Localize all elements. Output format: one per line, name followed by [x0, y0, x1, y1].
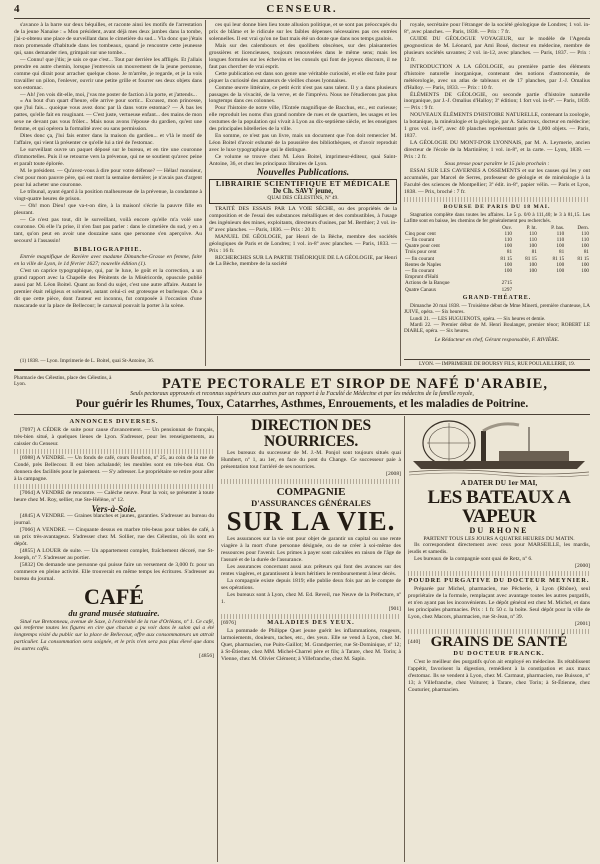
- page-header: [14, 3, 590, 17]
- bourse-value-cell: [565, 287, 590, 293]
- masthead: CENSEUR.: [266, 3, 338, 15]
- article-paragraph: Mais sur des calembours et des quolibets obscènes, sur des plaisanteries grossières et licencieuses, toujours renouvelées dans le même sens; mais les longues formules sur les échevins et les consuls qui font de joyeux discours, il ne faut pas chercher de vrai esprit.: [209, 42, 397, 70]
- article-paragraph: ces qui leur donne bien lieu toute allusion politique, et se sont pas préoccupés du prix de blâme et le ridicule sur les faibles dépenses nécessaires pas ces entrées solennelles. Il est vrai qu'on ne faut mais été un doute que dans nos temps gaulois.: [209, 22, 397, 42]
- poudre-number: [2001]: [575, 620, 590, 627]
- grains-heading: [408, 635, 590, 650]
- article-paragraph: Cette publication est dans son genre une véritable curiosité, et elle est faite pour piquer la curiosité des amateurs de vieilles choses lyonnaises.: [209, 70, 397, 84]
- bourse-value-cell: 100: [581, 243, 589, 250]
- bourse-value-cell: 110: [581, 230, 589, 237]
- grains-text: C'est le meilleur des purgatifs qu'on ait employé en médecine. Ils rétablissent l'appétit, favorisent la digestion, remédient à la constipation et aux maux d'estomac. Ils se vendent à Lyon, chez M. Carmaut, pharmacien, rue Buisson, nº 13; à Villefranche, chez Voituret; à Tarare, chez Torin; à St-Étienne, chez Couturier, pharmacien.: [408, 658, 590, 693]
- bourse-value-cell: 81: [531, 249, 537, 256]
- bourse-value-cell: 100: [556, 268, 565, 275]
- feuilleton-paragraph: Le surveillant ouvre un paquet déposé sur le bureau, et en tire une couronne d'immortelles. Puis il se retourne vers la prévenue, qui ne se soutient qu'avec peine et paraît toute éplorée.: [14, 147, 202, 168]
- ads-divider: [14, 369, 590, 371]
- cafe-text: Situé rue Bretonneau, avenue de Saxe, à l'extrémité de la rue d'Orléans, nº 1. Ce café, qui renferme toutes les figures en cire que chacun a pu voir dans le salon qui a été longtemps visité du public sur la place de Bellecour, offre aux consommateurs un attrait particulier. La consommation sera soignée, et le prix n'en sera pas plus élevé que dans les autres cafés.: [14, 618, 214, 653]
- ads-divider: [14, 414, 590, 415]
- librairie-name: LIBRAIRIE SCIENTIFIQUE ET MÉDICALE: [215, 178, 391, 188]
- bourse-value-cell: 110: [504, 237, 513, 243]
- annonce-item: [4845] A VENDRE. — Graines blanches et jaunes, garanties. S'adresser au bureau du journal.: [14, 513, 214, 527]
- bourse-label-cell: Cinq pour cent: [405, 230, 436, 237]
- bourse-value-cell: 100: [529, 243, 537, 250]
- bourse-value-cell: 100: [556, 243, 565, 250]
- pate-pectorale-subtitle: Seuls pectoraux approuvés et reconnus supérieurs aux autres par un rapport à la Faculté de Médecine et par les médecins de la famille royale,: [130, 391, 474, 397]
- bourse-value-cell: 81 15: [500, 255, 513, 262]
- vers-a-soie-title: Vers-à-Soie.: [91, 503, 137, 514]
- annonce-rule: [14, 484, 214, 489]
- cafe-number: [4856]: [199, 653, 214, 660]
- ad-rule: [221, 479, 401, 484]
- book-listing: NOUVEAUX ÉLÉMENTS D'HISTOIRE NATURELLE, contenant la zoologie, la botanique, la minéralogie et la géologie, par A. Salacroux, docteur en médecine; 1 gros vol. in-8º, avec 40 planches représentant près de 1,000 objets. — Paris, 1837.: [404, 112, 590, 140]
- bourse-title: BOURSE DE PARIS DU 18 MAI.: [443, 203, 551, 210]
- feuilleton-paragraph: — Ah! j'en vois dit-elle, moi, j'vas me poster de faction à la porte, et j'attends...: [20, 91, 197, 98]
- bourse-label-cell: — fin courant: [405, 268, 435, 275]
- book-listing: LA GÉOLOGIE DU MONT-D'OR LYONNAIS, par M. A. Leymerie, ancien directeur de l'école de la Martinière; 1 vol. in-8º, et la carte. — Lyon, 1838. — Prix : 2 fr.: [404, 140, 590, 161]
- bourse-value-cell: 100: [556, 261, 565, 268]
- feuilleton-paragraph: Le tribunal, ayant égard à la position malheureuse de la prévenue, la condamne à vingt-quatre heures de prison.: [14, 188, 202, 202]
- book-listing: MANUEL DE GÉOLOGIE, par Henri de la Bèche, membre des sociétés géologiques de Paris et de Londres; 1 vol. in-8º avec planches. — Paris, 1833. — Prix : 16 fr.: [209, 233, 397, 254]
- column-divider: [205, 20, 206, 366]
- bourse-value-cell: 110: [504, 230, 513, 237]
- bourse-value-cell: 81 15: [577, 255, 589, 262]
- assurances-subtitle: D'ASSURANCES GÉNÉRALES: [251, 497, 371, 508]
- header-rule: [14, 18, 590, 19]
- librairie-owner: De Ch. SAVY jeune,: [272, 186, 334, 195]
- bourse-label-cell: Emprunt d'Haïti: [405, 274, 439, 281]
- article-paragraph: Comme œuvre littéraire, ce petit écrit n'est pas sans talent. Il y a dans plusieurs passages de la vivacité, de la verve, et de l'imprévu. Nous ne l'étudierons pas plus longtemps dans ces colonnes.: [209, 84, 397, 105]
- bourse-value-cell: 100: [504, 261, 513, 268]
- bourse-value-cell: 81: [506, 249, 513, 256]
- theatre-listing: Lundi 21. — LES HUGUENOTS, opéra. — Six heures et demie.: [410, 315, 546, 322]
- feuilleton-paragraph: M. le président. — Qu'avez-vous à dire pour votre défense? — Hélas! monsieur, c'est pour mon pauvre père, qui est mort la semaine dernière; je n'avais pas d'argent pour lui acheter une couronne.: [14, 168, 202, 188]
- feuilleton-paragraph: s'avance à la barre sur deux béquilles, et raconte ainsi les motifs de l'arrestation de la jeune Nanaise : « Mon président, avant déjà mes deux jambes dans la tombe, j'ai-z-obtenu une place de surveillant dans le cimetière du sud... Vla donc que j'étais mon promenade d'habitude dans les tombeaux, quand je rencontre cette jeunesse qui, sans demander rien, grimpait sur une tombe...: [14, 22, 202, 56]
- middle-ads-column: [221, 417, 401, 860]
- bourse-value-cell: 81: [583, 249, 589, 256]
- grains-subtitle: DU DOCTEUR FRANCK.: [453, 649, 545, 657]
- bateaux-title: LES BATEAUX A VAPEUR: [427, 486, 571, 527]
- bourse-value-cell: 100: [581, 261, 589, 268]
- bourse-value-cell: 81 15: [525, 255, 537, 262]
- article-paragraph: Ce volume se trouve chez M. Léon Boitel, imprimeur-éditeur, quai Saint-Antoine, 36, et chez les principaux libraires de Lyon.: [209, 154, 397, 168]
- bourse-label-cell: Actions de la Banque: [405, 280, 450, 287]
- book-listing: RECHERCHES SUR LA PARTIE THÉORIQUE DE LA GÉOLOGIE, par Henri de La Bèche, membre de la société: [209, 254, 397, 268]
- theatre-title: GRAND-THÉATRE.: [462, 294, 532, 301]
- assurances-paragraph: Les assurances sur la vie ont pour objet de garantir un capital ou une rente viagère à la mort d'une personne désignée, ou de se créer à soi-même des ressources pour l'avenir. Les primes à payer sont calculées en raison de l'âge de l'assuré et de la durée de l'assurance.: [221, 536, 401, 564]
- pate-pectorale-headline: Pour guérir les Rhumes, Toux, Catarrhes, Asthmes, Enrouements, et les maladies de Poitrine.: [75, 398, 529, 410]
- annonce-item: [4855] A LOUER de suite. — Un appartement complet, fraîchement décoré, rue St-Joseph, nº 7. S'adresser au portier.: [14, 548, 214, 562]
- bourse-value-cell: 81 15: [552, 255, 565, 262]
- bourse-value-cell: 100: [504, 268, 513, 275]
- bourse-row: [404, 287, 590, 293]
- bourse-value-cell: 2715: [501, 280, 513, 287]
- bourse-value-cell: 110: [556, 230, 565, 237]
- bourse-label-cell: — fin courant: [405, 237, 435, 243]
- bourse-label-cell: Trois pour cent: [405, 249, 437, 256]
- annonces-title: ANNONCES DIVERSES.: [69, 418, 159, 425]
- feuilleton-paragraph: — Connu! que j'dis; je sais ce que c'est... Tout par derrière les affligés. Et j'allais prendre en autre chemin, lorsque j'entrevois un mouvement de la jeune personne, comme qui dirait pour arracher quelque chose. Je m'arrête, je regarde, et je la vois travailler un pilon, l'enlever, ouvrir une petite grille et fourrer ses deux objets dans son estomac.: [14, 56, 202, 91]
- annonce-rule: [14, 449, 214, 454]
- imprint: [404, 361, 590, 369]
- bourse-value-cell: [538, 287, 565, 293]
- theatre-listing: Dimanche 20 mai 1838. — Troisième début de Mme Minerti, première chanteuse, LA JUIVE, opéra. — Six heures.: [404, 302, 590, 316]
- article-paragraph: En somme, ce n'est pas un livre, mais un document que l'on doit remercier M. Léon Boitel d'avoir exhumé de la poussière des bibliothèques, et d'avoir reproduit avec le luxe typographique qui le distingue.: [209, 133, 397, 154]
- cafe-subtitle: du grand musée statuaire.: [68, 608, 160, 619]
- feuilleton-paragraph: Dites donc ça, j'lui fais entrer dans la maison du gardien... et v'là le motif de l'affaire, qui vient là présenter ce qu'elle lui a tiré de l'estomac.: [14, 133, 202, 147]
- bateaux-river: DU RHONE: [469, 525, 529, 535]
- imprint-rule: [404, 359, 590, 360]
- annonces-column: [14, 417, 214, 860]
- bourse-table: [404, 225, 590, 293]
- bourse-value-cell: 1297: [501, 286, 513, 293]
- pharmacie-note: Pharmacie des Célestins, place des Célestins, à Lyon.: [14, 375, 112, 388]
- book-listing: ESSAI SUR LES CAVERNES A OSSEMENTS et sur les causes qui les y ont accumulés, par Marcel de Serres, professeur de géologie et de minéralogie à la Faculté des sciences de Montpellier; 3º édit. in-8º, papier vélin. — Paris et Lyon, 1838. — Prix, broché : 7 fr.: [404, 168, 590, 195]
- book-listing: GUIDE DU GÉOLOGUE VOYAGEUR, sur le modèle de l'Agenda geognosticus de M. Léonard, par Ami Boué, docteur en médecine, membre de plusieurs sociétés savantes; 2 vol. in-12, avec planches. — Paris, 1837. — Prix : 12 fr.: [404, 35, 590, 63]
- bourse-value-cell: Dern.: [577, 224, 589, 231]
- assurances-paragraph: Les assurances concernant aussi aux prêteurs qui font des avances sur des rentes viagères, et garantissent à leurs héritiers le remboursement à leur décès.: [221, 564, 401, 578]
- librairie-box: [209, 179, 397, 204]
- page-number: 4: [14, 3, 20, 15]
- annonce-item: [5832] On demande une personne qui puisse faire un versement de 3,000 fr. pour un commerce en pleine activité. Elle trouverait en même temps les écritures. S'adresser au bureau du journal.: [14, 562, 214, 583]
- yeux-heading: [221, 620, 401, 628]
- bourse-label-cell: — fin courant: [405, 255, 435, 262]
- bourse-label-cell: Quatre pour cent: [405, 243, 440, 250]
- sous-presse-note: Sous presse pour paraître le 15 juin prochain :: [444, 161, 550, 168]
- imprint-text: LYON. — IMPRIMERIE DE BOURSY FILS, RUE POULAILLERIE, 19.: [418, 361, 576, 367]
- bourse-label-cell: Quatre Canaux: [405, 286, 437, 293]
- feuilleton-column: [14, 22, 202, 357]
- grains-number: [440]: [408, 638, 421, 645]
- bateaux-number: [2000]: [575, 563, 590, 570]
- redacteur-line: Le Rédacteur en chef, Gérant responsable, F. RIVIÈRE.: [434, 336, 560, 343]
- bateaux-bureaux: Les bureaux de la compagnie sont quai de Retz, nº 6.: [414, 556, 533, 563]
- nourrices-number: [2008]: [386, 470, 401, 477]
- book-listing: ÉLÉMENTS DE GÉOLOGIE, ou seconde partie d'histoire naturelle inorganique, par J.-J. Omalius d'Halloy; 3º édition; 1 fort vol. in-8º. — Paris, 1839. — Prix : 9 fr.: [404, 91, 590, 112]
- column-divider: [217, 416, 218, 862]
- feuilleton-paragraph: — Oh! mon Dieu! que va-t-on dire, à la maison! s'écrie la pauvre fille en pleurant.: [14, 202, 202, 216]
- bourse-label-cell: Rentes de Naples: [405, 261, 442, 268]
- bourse-value-cell: 100: [581, 268, 589, 275]
- pate-pectorale-title: PATE PECTORALE ET SIROP DE NAFÉ D'ARABIE,: [162, 376, 548, 392]
- assurances-title: SUR LA VIE.: [226, 506, 396, 537]
- assurances-number: [901]: [388, 605, 401, 612]
- bourse-value-cell: 81: [559, 249, 565, 256]
- grains-title: GRAINS DE SANTÉ: [430, 633, 568, 650]
- feuilleton-paragraph: — Ce n'est pas tout, dit le surveillant, voilà encore qu'elle m'a volé une couronne. Où elle l'a prise, il n'en faut pas parler : dans le cimetière du sud, y en a tant, qu'on peut en avoir une douzaine sans que personne s'en aperçoive. Au secours! à l'assassin!: [14, 216, 202, 244]
- bateaux-schedule: PARTENT TOUS LES JOURS A QUATRE HEURES DU MATIN.: [423, 535, 575, 542]
- annonce-item: [6988] A VENDRE. — Un fonds de café, cours Bourbon, nº 25, au coin de la rue de Condé, près Bellecour. Il est bien achalandé; les meubles sont en très-bon état. On donnera des facilités pour le paiement. — S'y adresser. Le propriétaire se retire pour aller à la campagne.: [14, 454, 214, 482]
- assurances-paragraph: Les bureaux sont à Lyon, chez M. Ed. Reveil, rue Neuve de la Préfecture, nº 1.: [221, 591, 401, 605]
- cafe-title: CAFÉ: [84, 584, 144, 610]
- bourse-value-cell: Ouv.: [502, 224, 513, 231]
- bourse-value-cell: [513, 287, 538, 293]
- yeux-title: MALADIES DES YEUX.: [267, 618, 355, 626]
- bourse-value-cell: P. ht.: [526, 224, 537, 231]
- assurances-company: COMPAGNIE: [276, 485, 346, 498]
- article-paragraph: Pour l'histoire de notre ville, l'Entrée magnifique de Bacchus, etc., est curieuse; elle reproduit les noms d'un grand nombre de rues et de quartiers, les usages et les costumes de la population qui vivait à Lyon au dix-septième siècle, et les enseignes des principales hôtelleries de la ville.: [209, 105, 397, 133]
- poudre-text: Préparée par Michel, pharmacien, rue Pêcherie, à Lyon (Rhône), seul propriétaire de la formule, remplaçant avec avantage toutes les autres purgatifs, et n'en ayant pas les inconvénients. Le dépôt général est chez M. Michel, et dans les principales pharmacies. Prix : 1 fr. 50 c. la boîte. Seul dépôt pour la ville de Lyon, chez Macors, pharmacien, rue St-Jean, nº 39.: [408, 586, 590, 621]
- annonce-item: [7097] A CÉDER de suite pour cause d'avancement. — Un pensionnat de français, très-bien situé, à quelques lieues de Lyon. S'adresser, pour les renseignements, au caissier du Censeur.: [14, 426, 214, 447]
- ad-rule: [408, 571, 590, 576]
- book-listing: INTRODUCTION A LA GÉOLOGIE, ou première partie des éléments d'histoire naturelle inorganique, contenant des notions d'astronomie, de météorologie, avec un atlas de tableaux et de 17 planches, par J.-J. Omalius d'Halloy. — Paris, 1833. — Prix : 10 fr.: [404, 63, 590, 91]
- footnote: [14, 358, 202, 366]
- bourse-value-cell: 100: [529, 268, 537, 275]
- assurances-paragraph: La compagnie existe depuis 1819; elle publie deux fois par an le compte de ses opérations.: [221, 578, 401, 591]
- nourrices-title: DIRECTION DES NOURRICES.: [251, 417, 371, 450]
- poudre-title: POUDRE PURGATIVE DU DOCTEUR MEYNIER.: [408, 577, 590, 585]
- bourse-value-cell: 100: [529, 261, 537, 268]
- bourse-value-cell: 110: [556, 237, 565, 243]
- feuilleton-paragraph: « Au bout d'un quart d'heure, elle arrive pour sortir... Excusez, mon princesse, que j'lui fais... quoique vous avez donc par là dans votre estomac? — À bas les pattes, qu'elle fait en rouginant. — C'est juste, vertueuse enfant... des mains de mon sexe ne devant pas vous frôler... Mais nous avons l'épouse du gardien, qu'est une femme, et qui opérera la formalité avec ou sans permission.: [14, 98, 202, 133]
- bateaux-correspondence: Ils correspondent directement avec ceux pour MARSEILLE, les mardis, jeudis et samedis.: [408, 542, 590, 556]
- column-divider: [400, 20, 401, 366]
- librairie-address: QUAI DES CÉLESTINS, Nº 49.: [267, 194, 339, 201]
- publications-title: Nouvelles Publications.: [256, 168, 350, 179]
- annonce-item: [7064] A VENDRE de rencontre. — Calèche neuve. Pour la voir, se présenter à toute heure chez M. Roy, sellier, rue Ste-Hélène, nº 12.: [14, 489, 214, 503]
- bibliography-intro: Entrée magnifique de Ravière avec madame Dimanche-Grasse en femme, faite en la ville de Lyon, le 14 février 1627; nouvelle édition (1).: [14, 254, 202, 268]
- steamboat-illustration: [408, 417, 590, 477]
- bourse-value-cell: P. bas.: [551, 224, 565, 231]
- bourse-value-cell: 110: [581, 237, 589, 243]
- yeux-text: La pommade de Philippe Quet jeune guérit les inflammations, rougeurs, larmoiements, douleurs, taches, etc., des yeux. Elle se vend à Lyon, chez M. Quet, pharmacien, rue Puits-Gaillot; M. Grandperrier, rue St-Dominique, nº 12; à St-Étienne, chez MM. Michel-Charrel père et fils; à Tarare, chez M. Torin; à Vienne, chez M. Olivier Clément; à Villefranche, chez M. Sapin.: [221, 627, 401, 662]
- yeux-number: [6976]: [221, 619, 236, 626]
- section-rule: [404, 197, 590, 202]
- bateaux-date: A DATER DU 1er MAI,: [460, 478, 538, 487]
- right-ads-column: [408, 417, 590, 860]
- book-listing: TRAITÉ DES ESSAIS PAR LA VOIE SÈCHE, ou des propriétés de la composition et de l'essai des substances métalliques et des combustibles, à l'usage des ingénieurs des mines, exploitants, directeurs d'usines, par M. Berthier; 2 vol. in-8º avec planches. — Paris, 1836. — Prix : 20 fr.: [209, 205, 397, 233]
- book-listing: royale, secrétaire pour l'étranger de la société géologique de Londres; 1 vol. in-8º, avec planches. — Paris, 1838. — Prix : 7 fr.: [404, 22, 590, 35]
- nourrices-text: Les bureaux du successeur de M. J.-M. Ponjol sont toujours situés quai Humbert, nº 1, au 1er, en face du pont du Change. Ce successeur paie à présentation tout l'arriéré de ses nourrices.: [221, 450, 401, 470]
- bibliography-title: BIBLIOGRAPHIE.: [73, 245, 143, 253]
- bourse-value-cell: 100: [504, 243, 513, 250]
- annonce-item: [7066] A VENDRE. — Cinquante dessus en marbre très-beau pour tables de café, à un prix très-avantageux. S'adresser chez M. Sollier, rue des Célestins, où ils sont en dépôt.: [14, 527, 214, 548]
- bibliography-text: C'est un caprice typographique, qui, par le luxe, le goût et la correction, a un grand rapport avec la Chapelle des Pénitents de la Miséricorde, opuscule publié aussi par M. Léon Boitel. Quant au fond du sujet, c'est une autre affaire. Autant le premier était religieux et solennel, autant celui-ci est grotesque et burlesque. On a dit que cette pièce, dont l'auteur est inconnu, fut composée à l'occasion d'une mascarade sur la place de Bellecour; le carnaval pouvait la porter à la scène.: [14, 268, 202, 310]
- middle-column: [209, 22, 397, 362]
- column-divider: [404, 416, 405, 862]
- theatre-listing: Mardi 22. — Premier début de M. Henri Boulanger, premier ténor; ROBERT LE DIABLE, opéra. — Six heures.: [404, 322, 590, 335]
- bourse-table-body: [404, 225, 590, 293]
- bourse-value-cell: 110: [529, 230, 537, 237]
- right-column: [404, 22, 590, 358]
- bourse-value-cell: 110: [529, 237, 537, 243]
- footnote-text: (1) 1838. — Lyon. Imprimerie de L. Boitel, quai St-Antoine, 36.: [20, 358, 154, 364]
- bourse-intro: Stagnation complète dans toutes les affaires. Le 5 p. 0/0 à 111,40; le 3 à 81,15. Les Lafitte sont en baisse, les chemins de fer généralement peu recherchés.: [404, 211, 590, 225]
